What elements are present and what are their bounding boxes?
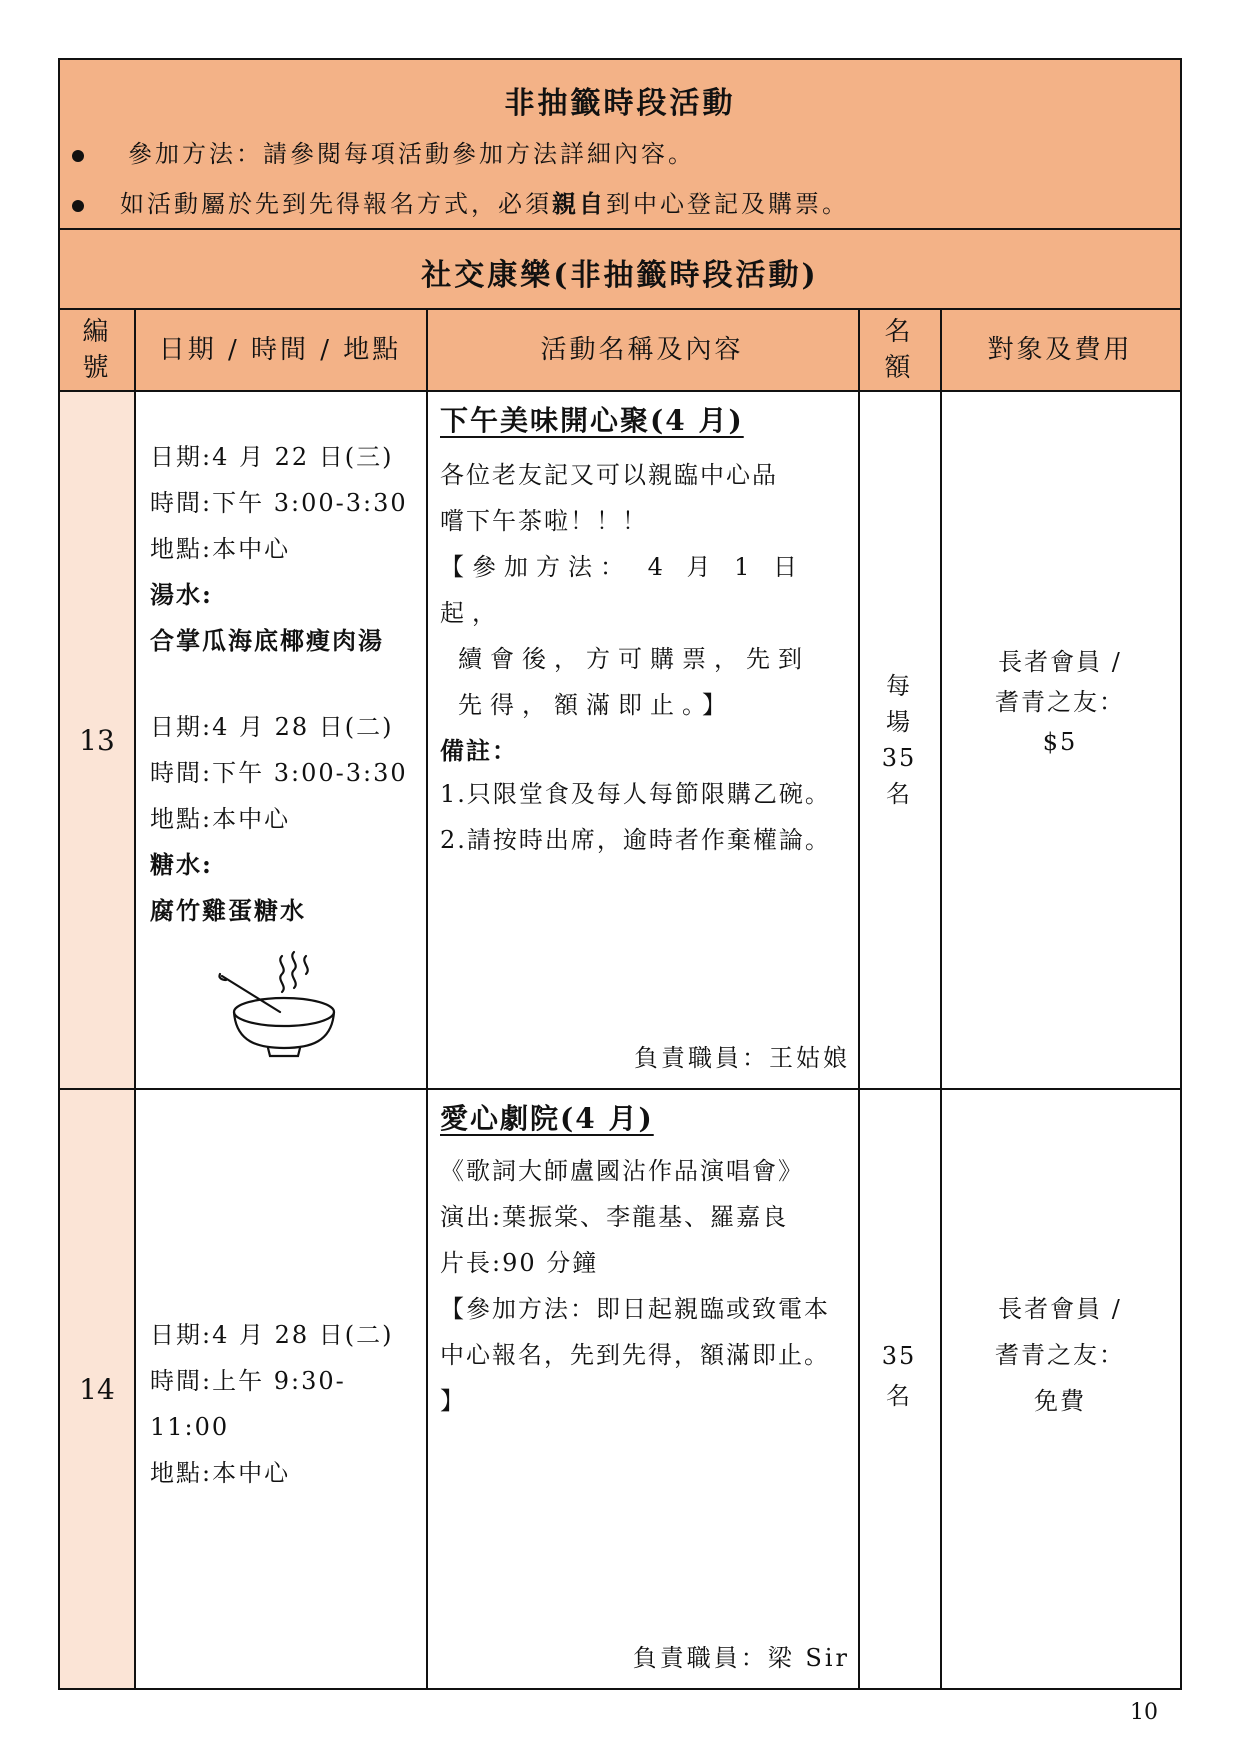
table-row <box>60 1090 1180 1688</box>
row-datetime: 日期:4 月 28 日(二) 時間:上午 9:30-11:00 地點:本中心 <box>150 1321 394 1487</box>
row-quota: 35 名 <box>881 1342 917 1410</box>
row-target: 長者會員 / 耆青之友： $5 <box>995 648 1125 756</box>
bullet-dot-icon <box>72 150 84 162</box>
column-header-row <box>60 310 1180 392</box>
col-datetime: 日期 / 時間 / 地點 <box>158 335 402 365</box>
row-activity: 愛心劇院(4 月) 《歌詞大師盧國沾作品演唱會》 演出:葉振棠、李龍基、羅嘉良 片長:90 分鐘 【參加方法：即日起親臨或致電本中心報名，先到先得，額滿即止。 】 <box>440 1096 850 1424</box>
page-title: 非抽籤時段活動 <box>504 86 736 121</box>
activity-title: 愛心劇院(4 月) <box>440 1102 654 1135</box>
activity-title: 下午美味開心聚(4 月) <box>440 404 744 437</box>
col-id: 編 號 <box>82 317 112 383</box>
col-quota: 名 額 <box>884 317 914 383</box>
soup-bowl-icon <box>216 946 342 1058</box>
staff-in-charge: 負責職員：王姑娘 <box>634 1044 850 1072</box>
section-title: 社交康樂(非抽籤時段活動) <box>421 258 819 293</box>
page-number: 10 <box>1130 1700 1158 1725</box>
table-row <box>60 392 1180 1090</box>
row-id: 13 <box>60 392 134 1088</box>
bullet-method: 參加方法：請參閱每項活動參加方法詳細內容。 <box>72 134 695 169</box>
row-id: 14 <box>60 1090 134 1688</box>
row-target: 長者會員 / 耆青之友： 免費 <box>995 1295 1125 1415</box>
col-activity: 活動名稱及內容 <box>540 335 744 365</box>
row-quota: 每 場 35 名 <box>881 672 917 808</box>
row-activity: 下午美味開心聚(4 月) 各位老友記又可以親臨中心品 嚐下午茶啦！！！ 【參加方法： 4 月 1 日起， 續會後，方可購票，先到 先得，額滿即止。】 備註： 1.只限堂食及每人每節限購乙碗。 2.請按時出席，逾時者作棄權論。 <box>440 398 850 860</box>
notice-header <box>60 60 1180 230</box>
bullet-register: 如活動屬於先到先得報名方式，必須親自到中心登記及購票。 <box>72 184 849 219</box>
section-header <box>60 230 1180 310</box>
staff-in-charge: 負責職員：梁 Sir <box>632 1644 850 1672</box>
row-datetime: 日期:4 月 22 日(三) 時間:下午 3:00-3:30 地點:本中心 湯水: 合掌瓜海底椰瘦肉湯 日期:4 月 28 日(二) 時間:下午 3:00-3:30 地點:本中心 糖水: 腐竹雞蛋糖水 <box>150 443 408 925</box>
col-target: 對象及費用 <box>987 335 1133 365</box>
bullet-dot-icon <box>72 200 84 212</box>
activity-table <box>58 58 1182 1690</box>
